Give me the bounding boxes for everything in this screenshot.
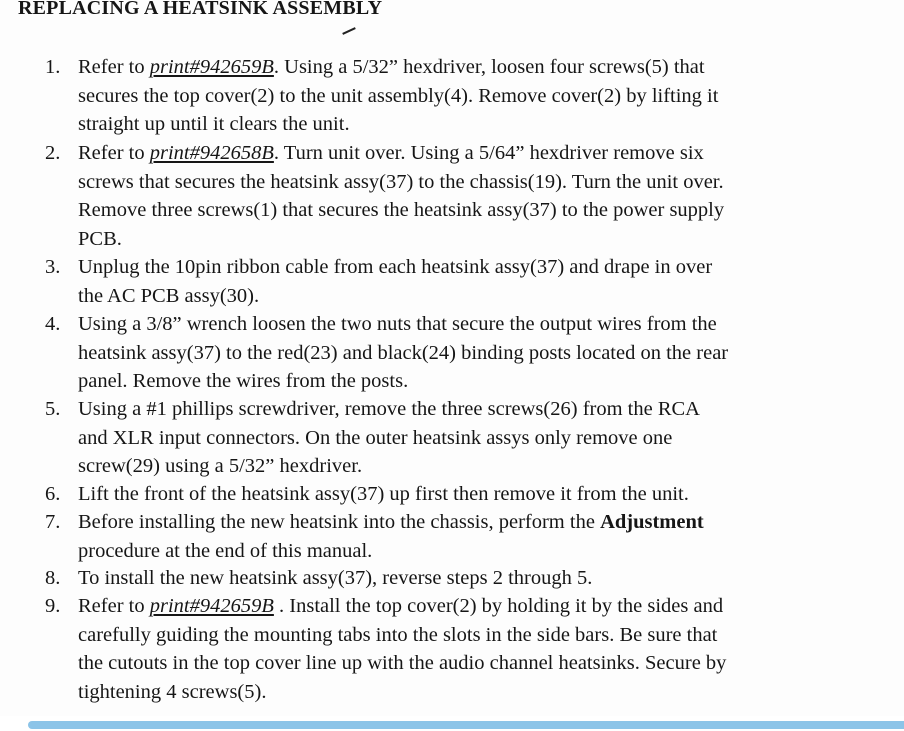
print-reference-link[interactable]: print#942659B <box>149 56 274 78</box>
step-line: panel. Remove the wires from the posts. <box>78 370 409 392</box>
step-line: the cutouts in the top cover line up with the audio channel heatsinks. Secure by <box>78 652 727 674</box>
step-line: procedure at the end of this manual. <box>78 539 373 562</box>
print-reference-link[interactable]: print#942659B <box>149 595 274 617</box>
step-line <box>78 508 898 537</box>
step-line: the AC PCB assy(30). <box>78 284 260 307</box>
step-text <box>78 53 898 139</box>
adjustment-procedure-ref: Adjustment <box>600 511 704 533</box>
step-line: and XLR input connectors. On the outer heatsink assys only remove one <box>78 426 673 449</box>
step-text <box>78 253 898 310</box>
step-text <box>78 310 898 396</box>
step-line: screws that secures the heatsink assy(37) to the chassis(19). Turn the unit over. <box>78 170 724 193</box>
text-segment: Refer to <box>78 595 150 617</box>
step-line <box>78 139 898 168</box>
step-number: 3. <box>45 256 61 278</box>
step-line: Using a #1 phillips screwdriver, remove the three screws(26) from the RCA <box>78 398 700 420</box>
step-line: Using a 3/8” wrench loosen the two nuts that secure the output wires from the <box>78 313 717 335</box>
step-line: Remove three screws(1) that secures the heatsink assy(37) to the power supply <box>78 199 725 221</box>
step-text <box>78 139 898 253</box>
step-number: 2. <box>45 142 61 164</box>
text-segment: Refer to <box>78 142 150 164</box>
step-number: 8. <box>45 567 61 589</box>
step-text <box>78 480 898 509</box>
step-line: tightening 4 screws(5). <box>78 680 267 703</box>
step-number: 4. <box>45 313 61 335</box>
step-line <box>78 53 898 82</box>
step-number: 5. <box>45 398 61 420</box>
step-text <box>78 564 898 593</box>
step-number: 1. <box>45 56 61 78</box>
step-line: Unplug the 10pin ribbon cable from each heatsink assy(37) and drape in over <box>78 256 713 278</box>
text-segment: Refer to <box>78 56 150 78</box>
text-segment: . Install the top cover(2) by holding it by the sides and <box>273 595 724 617</box>
text-segment: . Using a 5/32” hexdriver, loosen four screws(5) that <box>273 56 705 78</box>
step-text <box>78 592 898 706</box>
step-text <box>78 508 898 565</box>
step-number: 7. <box>45 511 61 533</box>
step-line: heatsink assy(37) to the red(23) and black(24) binding posts located on the rear <box>78 341 729 364</box>
text-segment: . Turn unit over. Using a 5/64” hexdriver remove six <box>273 142 704 164</box>
step-line: screw(29) using a 5/32” hexdriver. <box>78 455 363 477</box>
print-reference-link[interactable]: print#942658B <box>149 142 274 164</box>
step-line: straight up until it clears the unit. <box>78 113 350 135</box>
text-segment: Before installing the new heatsink into the chassis, perform the <box>78 511 601 533</box>
step-text <box>78 395 898 481</box>
scan-mark <box>342 27 356 35</box>
page-title: REPLACING A HEATSINK ASSEMBLY <box>18 0 383 19</box>
step-number: 6. <box>45 483 61 505</box>
step-line: PCB. <box>78 227 122 250</box>
step-line: carefully guiding the mounting tabs into the slots in the side bars. Be sure that <box>78 623 718 646</box>
horizontal-scrollbar[interactable] <box>28 721 904 729</box>
step-line: Lift the front of the heatsink assy(37) up first then remove it from the unit. <box>78 483 689 505</box>
step-line: To install the new heatsink assy(37), reverse steps 2 through 5. <box>78 567 593 589</box>
step-number: 9. <box>45 595 61 617</box>
step-line: secures the top cover(2) to the unit assembly(4). Remove cover(2) by lifting it <box>78 84 719 107</box>
step-line <box>78 592 898 621</box>
